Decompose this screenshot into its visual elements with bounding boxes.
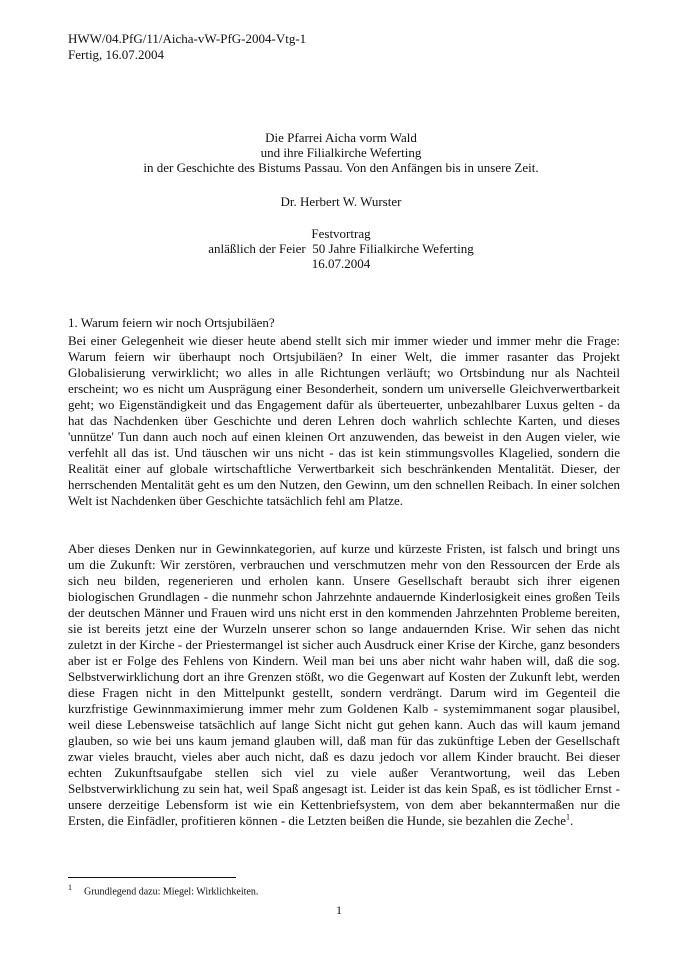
reference-code: HWW/04.PfG/11/Aicha-vW-PfG-2004-Vtg-1 xyxy=(68,31,307,46)
paragraph-2-end: . xyxy=(569,813,574,828)
author: Dr. Herbert W. Wurster xyxy=(280,194,402,209)
title-line-1: Die Pfarrei Aicha vorm Wald xyxy=(265,130,417,145)
footnote xyxy=(68,884,258,898)
occasion-line-1: Festvortrag xyxy=(311,226,371,241)
paragraph-2 xyxy=(68,541,620,829)
document-header xyxy=(68,31,306,63)
occasion-block xyxy=(68,226,614,271)
footnote-number: 1 xyxy=(68,883,72,892)
paragraph-1 xyxy=(68,333,620,509)
title-block xyxy=(68,130,614,175)
paragraph-1-text: Bei einer Gelegenheit wie dieser heute abend stellt sich mir immer wieder und immer mehr die Frage: Warum feiern wir überhaupt noch Ortsjubiläen? In einer Welt, die immer rasanter das Projekt Globalisierung verwirklicht; wo alles in alle Richtungen verläuft; wo Ortsbindung nur als Nachteil erscheint; wo es nicht um Ausprägung einer Besonderheit, sondern um universelle Gleichverwertbarkeit geht; wo Eigenständigkeit und das Engagement dafür als überteuerter, unbezahlbarer Luxus gelten - da hat das Nachdenken über Geschichte und deren Lehren doch wahrlich schlechte Karten, und dieses 'unnütze' Tun dann auch noch auf einen kleinen Ort anzuwenden, das beweist in den Augen vieler, wie verfehlt all das ist. Und täuschen wir uns nicht - das ist kein stimmungsvolles Klagelied, sondern die Realität einer auf globale wirtschaftliche Verwertbarkeit sich beschränkenden Mentalität. Dieser, der herrschenden Mentalität geht es um den Nutzen, den Gewinn, um den schnellen Reibach. In einer solchen Welt ist Nachdenken über Geschichte tatsächlich fehl am Platze. xyxy=(68,333,620,508)
occasion-line-3: 16.07.2004 xyxy=(311,256,371,271)
footnote-reference[interactable]: 1 xyxy=(565,812,570,822)
page-number: 1 xyxy=(336,903,342,917)
paragraph-2-text: Aber dieses Denken nur in Gewinnkategorien, auf kurze und kürzeste Fristen, ist falsch und bringt uns um die Zukunft: Wir zerstören, verbrauchen und verschmutzen mehr von den Ressourcen der Erde als sich neu bilden, regenerieren und erholen kann. Unsere Gesellschaft beraubt sich ihrer eigenen biologischen Grundlagen - die nunmehr schon Jahrzehnte andauernde Kinderlosigkeit eines großen Teils der deutschen Männer und Frauen wird uns nicht erst in den kommenden Jahrzehnten Probleme bereiten, sie ist bereits jetzt eine der Wurzeln unserer schon so lange andauernden Krise. Wir sehen das nicht zuletzt in der Kirche - der Priestermangel ist sicher auch Ausdruck einer Krise der Kirche, ganz besonders aber ist er Folge des Fehlens von Kindern. Weil man bei uns aber nicht wahr haben will, daß die sog. Selbstverwirklichung dort an ihre Grenzen stößt, wo die Gegenwart auf Kosten der Zukunft lebt, werden diese Fragen nicht in den Mittelpunkt gestellt, sondern verdrängt. Darum wird im Gegenteil die kurzfristige Gewinnmaximierung immer mehr zum Goldenen Kalb - systemimmanent sogar plausibel, weil diese Lebensweise tatsächlich auf lange Sicht nicht gut gehen kann. Auch das will kaum jemand glauben, so wie bei uns kaum jemand glauben will, daß man für das zukünftige Leben der Gesellschaft zwar vieles braucht, vieles aber auch nicht, daß es dazu jedoch vor allem Kinder braucht. Bei dieser echten Zukunftsaufgabe stellen sich viel zu viele außer Verantwortung, weil das Leben Selbstverwirklichung zu sein hat, weil Spaß angesagt ist. Leider ist das kein Spaß, es ist tödlicher Ernst - unsere derzeitige Lebensform ist wie ein Kettenbriefsystem, von dem aber bekanntermaßen nur die Ersten, die Einfädler, profitieren können - die Letzten beißen die Hunde, sie bezahlen die Zeche xyxy=(68,541,620,828)
title-line-2: und ihre Filialkirche Weferting xyxy=(260,145,422,160)
status-date: Fertig, 16.07.2004 xyxy=(68,47,165,62)
author-block xyxy=(68,194,614,209)
title-line-3: in der Geschichte des Bistums Passau. Von den Anfängen bis in unsere Zeit. xyxy=(143,160,539,175)
footnote-divider xyxy=(68,877,236,878)
occasion-line-2: anläßlich der Feier 50 Jahre Filialkirche Weferting xyxy=(208,241,474,256)
footnote-text: Grundlegend dazu: Miegel: Wirklichkeiten. xyxy=(84,886,259,898)
section-heading: 1. Warum feiern wir noch Ortsjubiläen? xyxy=(68,315,275,330)
